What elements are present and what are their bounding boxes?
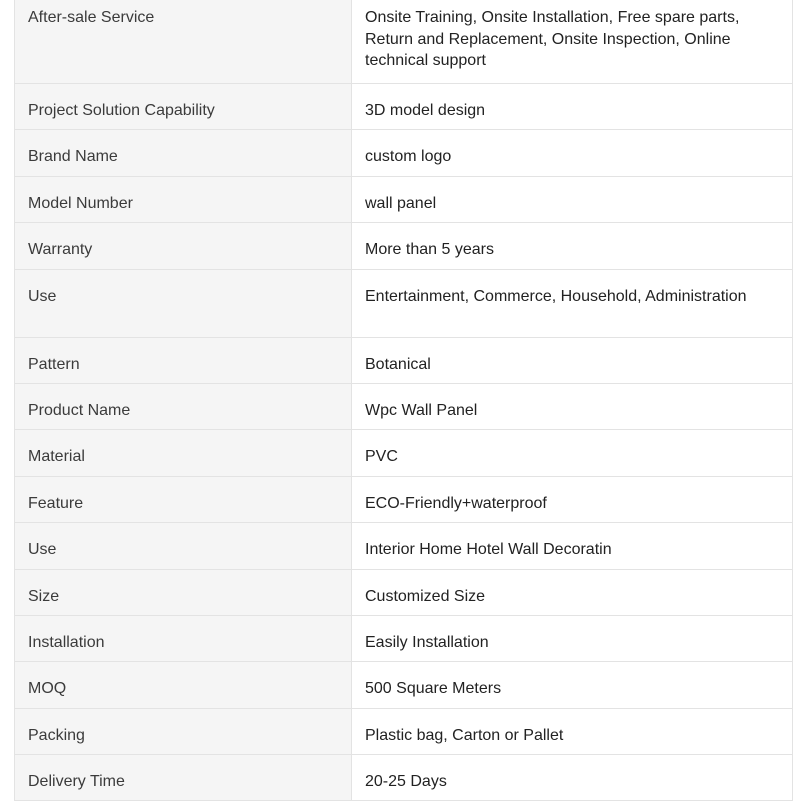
row-value-cell [352, 337, 793, 383]
row-value: Plastic bag, Carton or Pallet [365, 726, 564, 744]
row-value-cell [352, 84, 793, 130]
row-value-cell [352, 476, 793, 522]
row-label: Brand Name [28, 148, 118, 166]
table-row [15, 337, 793, 383]
row-value: wall panel [365, 194, 437, 212]
row-label: Use [28, 541, 57, 559]
spec-table-container [14, 0, 792, 801]
table-row [15, 662, 793, 708]
row-label: Size [28, 587, 60, 605]
row-value: Interior Home Hotel Wall Decoratin [365, 541, 612, 559]
row-value-cell [352, 662, 793, 708]
row-label: Warranty [28, 241, 93, 259]
row-value-cell [352, 708, 793, 754]
row-label: Project Solution Capability [28, 102, 215, 119]
row-label-cell [15, 223, 352, 269]
row-value: 20-25 Days [365, 773, 447, 791]
row-value: More than 5 years [365, 241, 494, 259]
row-label-cell [15, 0, 352, 84]
row-label-cell [15, 269, 352, 337]
row-value-cell [352, 383, 793, 429]
row-value-cell [352, 615, 793, 661]
row-label: Use [28, 287, 57, 305]
table-row [15, 430, 793, 476]
row-label-cell [15, 176, 352, 222]
row-label: Packing [28, 726, 85, 744]
row-value: Easily Installation [365, 633, 489, 651]
row-label-cell [15, 662, 352, 708]
table-row [15, 84, 793, 130]
row-value: Onsite Training, Onsite Installation, Free spare parts, Return and Replacement, Onsite Inspection, Online technical support [365, 9, 740, 69]
row-label-cell [15, 84, 352, 130]
row-value: Entertainment, Commerce, Household, Administration [365, 287, 747, 305]
row-label: Pattern [28, 355, 80, 373]
row-label-cell [15, 708, 352, 754]
row-value-cell [352, 430, 793, 476]
row-label-cell [15, 755, 352, 801]
row-value-cell [352, 755, 793, 801]
table-row [15, 269, 793, 337]
table-row [15, 615, 793, 661]
row-value-cell [352, 0, 793, 84]
row-value: custom logo [365, 148, 452, 166]
table-row [15, 708, 793, 754]
row-value: Customized Size [365, 587, 486, 605]
table-row [15, 130, 793, 176]
table-row [15, 176, 793, 222]
row-label-cell [15, 523, 352, 569]
table-row [15, 755, 793, 801]
row-value: 500 Square Meters [365, 680, 502, 698]
row-label-cell [15, 130, 352, 176]
row-label-cell [15, 337, 352, 383]
row-label-cell [15, 569, 352, 615]
row-value: PVC [365, 448, 398, 466]
row-value-cell [352, 269, 793, 337]
row-value: Wpc Wall Panel [365, 401, 478, 419]
row-label-cell [15, 476, 352, 522]
row-label-cell [15, 615, 352, 661]
row-label: Model Number [28, 194, 133, 212]
row-value: Botanical [365, 355, 431, 373]
row-label: Delivery Time [28, 773, 125, 791]
row-value-cell [352, 523, 793, 569]
row-value: 3D model design [365, 102, 486, 119]
row-label: Installation [28, 633, 105, 651]
row-value-cell [352, 223, 793, 269]
row-label-cell [15, 430, 352, 476]
row-label: Feature [28, 494, 84, 512]
table-row [15, 0, 793, 84]
row-value-cell [352, 130, 793, 176]
row-label: After-sale Service [28, 9, 155, 26]
table-row [15, 476, 793, 522]
row-label: MOQ [28, 680, 67, 698]
row-value-cell [352, 176, 793, 222]
row-value-cell [352, 569, 793, 615]
table-row [15, 523, 793, 569]
spec-table [14, 0, 793, 801]
table-row [15, 223, 793, 269]
row-label-cell [15, 383, 352, 429]
row-value: ECO-Friendly+waterproof [365, 494, 547, 512]
table-row [15, 383, 793, 429]
row-label: Product Name [28, 401, 131, 419]
table-row [15, 569, 793, 615]
row-label: Material [28, 448, 85, 466]
